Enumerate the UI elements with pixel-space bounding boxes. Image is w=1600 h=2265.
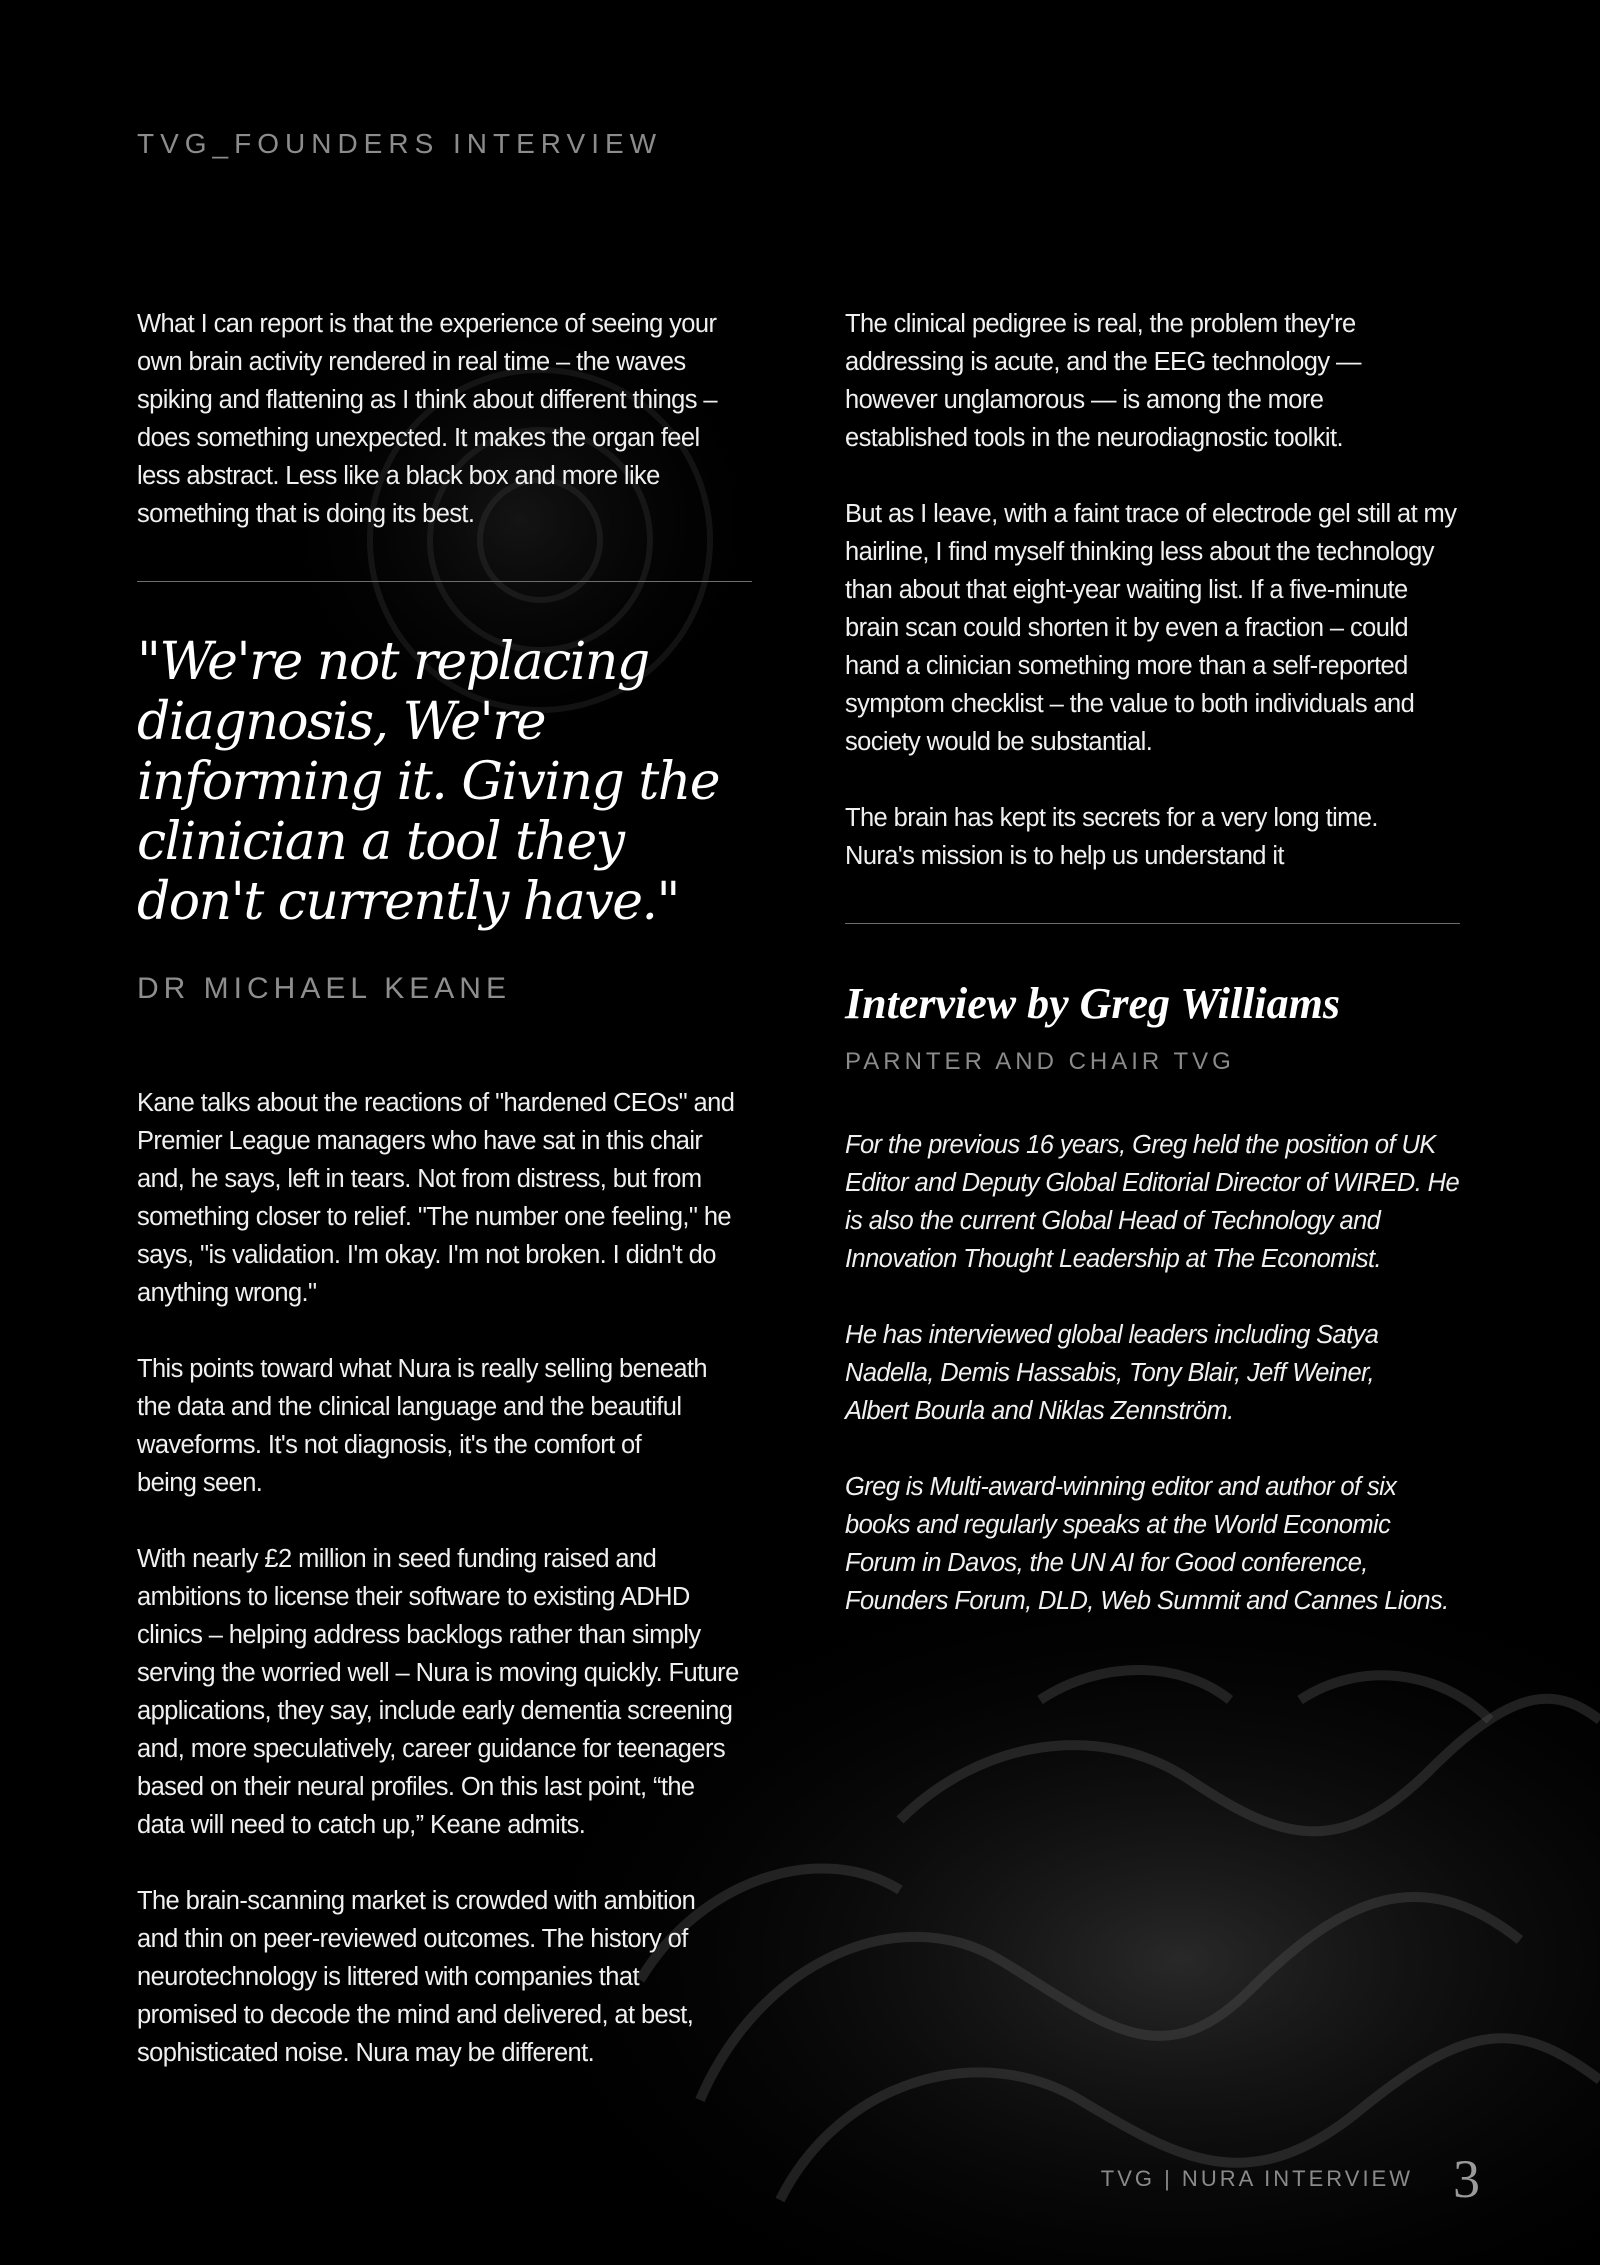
body-paragraph: But as I leave, with a faint trace of electrode gel still at my hairline, I find myself thinking less about the technology than about that eight-year waiting list. If a five-minute brain scan could shorten it by even a fraction – could hand a clinician something more than a self-reported symptom checklist – the value to both individuals and society would be substantial. <box>845 500 1457 756</box>
intro-paragraph: What I can report is that the experience of seeing your own brain activity rendered in real time – the waves spiking and flattening as I think about different things – does something unexpected. It makes the organ feel less abstract. Less like a black box and more like something that is doing its best. <box>137 310 717 528</box>
page-footer <box>1101 2148 1480 2210</box>
section-kicker: TVG_FOUNDERS INTERVIEW <box>137 128 663 159</box>
bio-paragraph: For the previous 16 years, Greg held the position of UK Editor and Deputy Global Editorial Director of WIRED. He is also the current Global Head of Technology and Innovation Thought Leadership at The Economist. <box>845 1131 1460 1273</box>
quote-attribution: DR MICHAEL KEANE <box>137 972 511 1005</box>
divider <box>137 581 752 582</box>
body-paragraph: Kane talks about the reactions of "hardened CEOs" and Premier League managers who have sat in this chair and, he says, left in tears. Not from distress, but from something closer to relief. "The number one feeling," he says, "is validation. I'm okay. I'm not broken. I didn't do anything wrong." <box>137 1089 735 1307</box>
interviewer-byline: Interview by Greg Williams <box>845 979 1340 1028</box>
body-paragraph: The brain has kept its secrets for a very long time. Nura's mission is to help us understand it <box>845 804 1378 870</box>
pull-quote: "We're not replacing diagnosis, We're informing it. Giving the clinician a tool they don't currently have." <box>137 632 720 932</box>
body-paragraph: The clinical pedigree is real, the problem they're addressing is acute, and the EEG technology — however unglamorous — is among the more established tools in the neurodiagnostic toolkit. <box>845 310 1361 452</box>
body-paragraph: With nearly £2 million in seed funding raised and ambitions to license their software to existing ADHD clinics – helping address backlogs rather than simply serving the worried well – Nura is moving quickly. Future applications, they say, include early dementia screening and, more speculatively, career guidance for teenagers based on their neural profiles. On this last point, “the data will need to catch up,” Keane admits. <box>137 1545 739 1839</box>
body-paragraph: This points toward what Nura is really selling beneath the data and the clinical language and the beautiful waveforms. It's not diagnosis, it's the comfort of being seen. <box>137 1355 707 1497</box>
body-paragraph: The brain-scanning market is crowded with ambition and thin on peer-reviewed outcomes. The history of neurotechnology is littered with companies that promised to decode the mind and delivered, at best, sophisticated noise. Nura may be different. <box>137 1887 696 2067</box>
page-number: 3 <box>1453 2149 1480 2209</box>
right-column <box>845 305 1470 1658</box>
bio-paragraph: He has interviewed global leaders including Satya Nadella, Demis Hassabis, Tony Blair, Jeff Weiner, Albert Bourla and Niklas Zennström. <box>845 1321 1379 1425</box>
interviewer-role: PARNTER AND CHAIR TVG <box>845 1048 1235 1075</box>
left-column <box>137 305 757 2110</box>
footer-label: TVG | NURA INTERVIEW <box>1100 2166 1413 2191</box>
bio-paragraph: Greg is Multi-award-winning editor and author of six books and regularly speaks at the World Economic Forum in Davos, the UN AI for Good conference, Founders Forum, DLD, Web Summit and Cannes Lions. <box>845 1473 1449 1615</box>
divider <box>845 923 1460 924</box>
